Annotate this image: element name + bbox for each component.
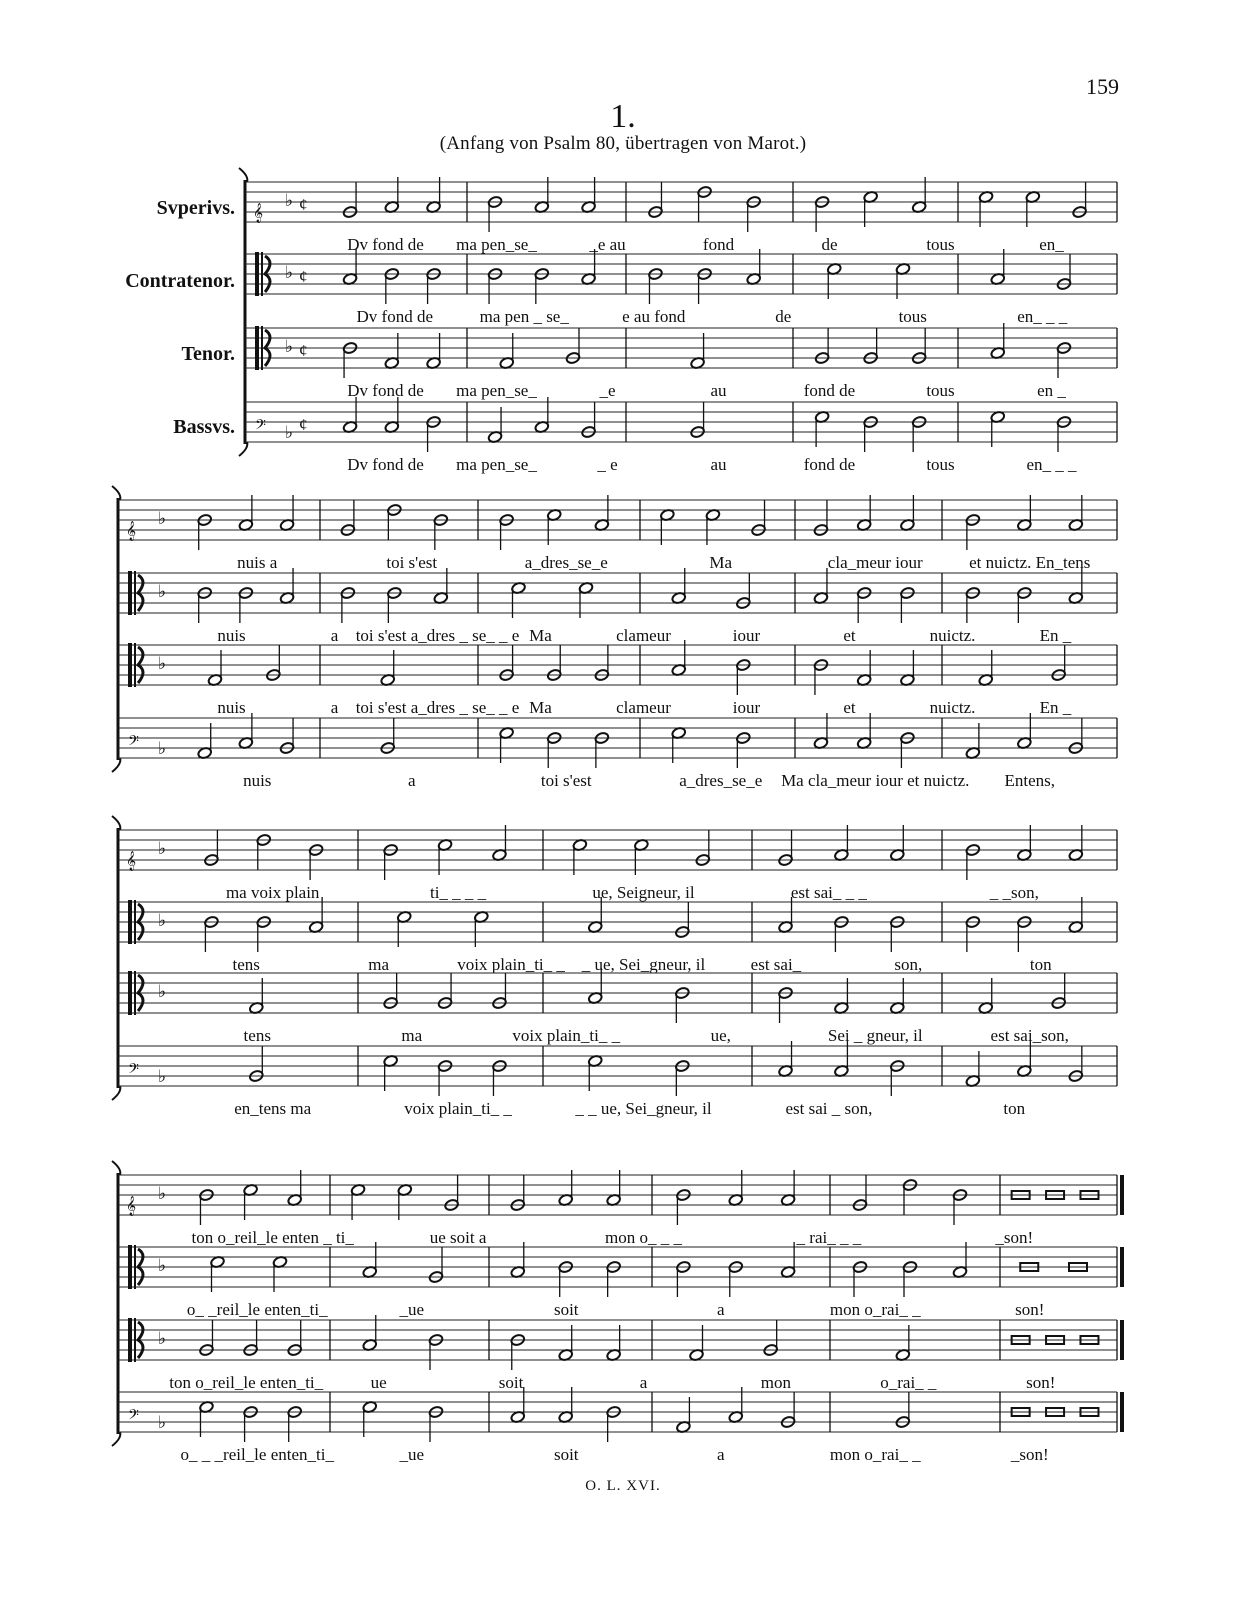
bracket-curl-bottom [112, 1086, 120, 1100]
lyric-syllable: a [716, 1300, 725, 1319]
voice-label-bassus: Bassvs. [173, 416, 235, 438]
lyric-syllable: _son! [995, 1228, 1034, 1247]
flat-sign-icon: ♭ [158, 911, 167, 930]
lyric-syllable: a [330, 626, 339, 645]
c-clef-icon [128, 1245, 132, 1289]
c-clef-icon [255, 252, 259, 296]
lyric-syllable: ma [368, 955, 390, 974]
lyric-syllable: ma pen_se_ [456, 235, 537, 254]
lyric-syllable: toi s'est [386, 553, 438, 572]
lyric-syllable: Ma [709, 553, 733, 572]
piece-subtitle: (Anfang von Psalm 80, übertragen von Marot.) [439, 133, 807, 154]
lyric-syllable: son, [894, 955, 923, 974]
lyric-syllable: Dv fond de [356, 307, 433, 326]
lyric-syllable: tous [898, 307, 927, 326]
flat-sign-icon: ♭ [285, 263, 294, 282]
flat-sign-icon: ♭ [285, 337, 294, 356]
voice-label-superius: Svperivs. [156, 197, 235, 219]
lyric-syllable: tous [926, 235, 955, 254]
lyric-syllable: toi s'est a_dres _ se_ _ e [355, 698, 520, 717]
lyric-syllable: est sai_ _ _ [790, 883, 867, 902]
lyric-syllable: ton o_reil_le enten_ti_ [169, 1373, 324, 1392]
flat-sign-icon: ♭ [285, 191, 294, 210]
flat-sign-icon: ♭ [158, 1256, 167, 1275]
lyric-syllable: a [407, 771, 416, 790]
lyric-syllable: nuis [217, 698, 246, 717]
lyric-syllable: En _ [1039, 626, 1072, 645]
flat-sign-icon: ♭ [158, 982, 167, 1001]
c-clef-icon [128, 1318, 132, 1362]
lyric-syllable: ue soit a [429, 1228, 487, 1247]
lyric-syllable: a_dres_se_e [679, 771, 763, 790]
c-clef-icon-bar [261, 252, 263, 296]
c-clef-icon [128, 571, 132, 615]
lyric-syllable: fond [702, 235, 735, 254]
lyric-syllable: en_ _ _ [1026, 455, 1077, 474]
lyric-syllable: iour [732, 626, 761, 645]
voice-label-tenor: Tenor. [181, 343, 235, 365]
lyric-syllable: tens [232, 955, 260, 974]
lyric-syllable: Ma [529, 698, 552, 717]
lyric-syllable: au [710, 381, 727, 400]
lyric-syllable: voix plain_ti_ _ [512, 1026, 621, 1045]
lyric-syllable: mon o_ _ _ [605, 1228, 682, 1247]
bracket-curl-bottom [239, 442, 247, 456]
flat-sign-icon: ♭ [158, 1184, 167, 1203]
lyric-syllable: ue, Seigneur, il [592, 883, 695, 902]
lyric-syllable: est sai _ son, [785, 1099, 873, 1118]
bracket-curl-top [112, 816, 120, 830]
lyric-syllable: est sai_ [750, 955, 802, 974]
flat-sign-icon: ♭ [158, 1067, 167, 1086]
flat-sign-icon: ♭ [158, 839, 167, 858]
lyric-syllable: voix plain_ti_ _ [404, 1099, 512, 1118]
c-clef-icon-bar [261, 326, 263, 370]
lyric-syllable: _ _son, [989, 883, 1039, 902]
lyric-syllable: _ue [399, 1445, 425, 1464]
lyric-syllable: et [843, 698, 856, 717]
cut-time-icon: ¢ [299, 195, 308, 214]
lyric-syllable: Ma [529, 626, 552, 645]
lyric-syllable: Dv fond de [347, 381, 424, 400]
lyric-syllable: _son! [1010, 1445, 1049, 1464]
lyric-syllable: Sei _ gneur, il [827, 1026, 923, 1045]
lyric-syllable: ma voix plain [225, 883, 320, 902]
treble-clef-icon: 𝄞 [126, 1196, 137, 1215]
lyric-syllable: _ rai_ _ _ [796, 1228, 862, 1247]
c-clef-icon-bar [134, 971, 136, 1015]
lyric-syllable: nuictz. [929, 626, 976, 645]
lyric-syllable: a_dres_se_e [524, 553, 608, 572]
lyric-syllable: clameur [616, 698, 671, 717]
lyric-syllable: o_rai_ _ [880, 1373, 937, 1392]
lyric-syllable: En _ [1039, 698, 1072, 717]
lyric-syllable: ton o_reil_le enten _ ti_ [191, 1228, 354, 1247]
lyric-syllable: et [843, 626, 856, 645]
lyric-syllable: mon o_rai_ _ [829, 1300, 921, 1319]
lyric-syllable: nuis a [237, 553, 278, 572]
lyric-syllable: _e au [589, 235, 626, 254]
lyric-syllable: o_ _reil_le enten_ti_ [186, 1300, 328, 1319]
lyric-syllable: o_ _ _reil_le enten_ti_ [180, 1445, 334, 1464]
lyric-syllable: en_ [1039, 235, 1064, 254]
lyric-syllable: toi s'est [540, 771, 592, 790]
lyric-syllable: est sai_son, [990, 1026, 1069, 1045]
bass-clef-icon: 𝄢 [128, 1407, 139, 1426]
lyric-syllable: fond de [803, 381, 856, 400]
flat-sign-icon: ♭ [158, 509, 167, 528]
lyric-syllable: nuictz. [929, 698, 976, 717]
flat-sign-icon: ♭ [158, 739, 167, 758]
lyric-syllable: ton [1029, 955, 1052, 974]
lyric-syllable: ma [401, 1026, 423, 1045]
lyric-syllable: tous [926, 381, 955, 400]
lyric-syllable: a [639, 1373, 648, 1392]
bracket-curl-top [112, 1161, 120, 1175]
lyric-syllable: tous [926, 455, 955, 474]
page-signature: O. L. XVI. [585, 1478, 661, 1494]
lyric-syllable: nuis [243, 771, 272, 790]
lyric-syllable: voix plain_ti_ _ [457, 955, 565, 974]
lyric-syllable: a [330, 698, 339, 717]
lyric-syllable: ue, [710, 1026, 731, 1045]
lyric-syllable: en _ [1037, 381, 1066, 400]
lyric-syllable: Dv fond de [347, 455, 424, 474]
lyric-syllable: e au fond [622, 307, 686, 326]
flat-sign-icon: ♭ [285, 423, 294, 442]
treble-clef-icon: 𝄞 [126, 521, 137, 540]
lyric-syllable: nuis [217, 626, 246, 645]
lyric-syllable: son! [1026, 1373, 1056, 1392]
lyric-syllable: ue [370, 1373, 387, 1392]
c-clef-icon [128, 643, 132, 687]
c-clef-icon [128, 900, 132, 944]
lyric-syllable: tens [243, 1026, 271, 1045]
lyric-syllable: Ma cla_meur iour et nuictz. [781, 771, 970, 790]
lyric-syllable: _ _ ue, Sei_gneur, il [575, 1099, 712, 1118]
lyric-syllable: ti_ _ _ _ [429, 883, 487, 902]
bass-clef-icon: 𝄢 [128, 1061, 139, 1080]
bracket-curl-bottom [112, 1432, 120, 1446]
lyric-syllable: de [821, 235, 838, 254]
lyric-syllable: a [716, 1445, 725, 1464]
treble-clef-icon: 𝄞 [253, 203, 264, 222]
lyric-syllable: soit [553, 1300, 579, 1319]
lyric-syllable: en_tens ma [234, 1099, 312, 1118]
c-clef-icon [128, 971, 132, 1015]
voice-label-contratenor: Contratenor. [125, 270, 235, 292]
flat-sign-icon: ♭ [158, 1413, 167, 1432]
cut-time-icon: ¢ [299, 415, 308, 434]
lyric-syllable: soit [498, 1373, 524, 1392]
c-clef-icon-bar [134, 1245, 136, 1289]
cut-time-icon: ¢ [299, 341, 308, 360]
flat-sign-icon: ♭ [158, 654, 167, 673]
treble-clef-icon: 𝄞 [126, 851, 137, 870]
lyric-syllable: _e [599, 381, 616, 400]
lyric-syllable: Dv fond de [347, 235, 424, 254]
page-number: 159 [1086, 74, 1119, 99]
lyric-syllable: mon [760, 1373, 792, 1392]
lyric-syllable: _ue [399, 1300, 425, 1319]
lyric-syllable: son! [1015, 1300, 1045, 1319]
bass-clef-icon: 𝄢 [255, 417, 266, 436]
lyric-syllable: mon o_rai_ _ [829, 1445, 921, 1464]
c-clef-icon-bar [134, 1318, 136, 1362]
lyric-syllable: au [710, 455, 727, 474]
lyric-syllable: _ ue, Sei_gneur, il [581, 955, 706, 974]
lyric-syllable: cla_meur iour [827, 553, 923, 572]
bracket-curl-top [239, 168, 247, 182]
flat-sign-icon: ♭ [158, 582, 167, 601]
cut-time-icon: ¢ [299, 267, 308, 286]
c-clef-icon-bar [134, 571, 136, 615]
lyric-syllable: ma pen_se_ [456, 455, 537, 474]
lyric-syllable: toi s'est a_dres _ se_ _ e [355, 626, 520, 645]
lyric-syllable: soit [553, 1445, 579, 1464]
c-clef-icon-bar [134, 900, 136, 944]
lyric-syllable: ma pen_se_ [456, 381, 537, 400]
lyric-syllable: clameur [616, 626, 671, 645]
lyric-syllable: iour [732, 698, 761, 717]
lyric-syllable: en_ _ _ [1017, 307, 1068, 326]
lyric-syllable: Entens, [1004, 771, 1056, 790]
bracket-curl-bottom [112, 758, 120, 772]
lyric-syllable: de [775, 307, 792, 326]
lyric-syllable: ton [1003, 1099, 1026, 1118]
lyric-syllable: ma pen _ se_ [479, 307, 569, 326]
lyric-syllable: fond de [803, 455, 856, 474]
lyric-syllable: _ e [597, 455, 618, 474]
c-clef-icon-bar [134, 643, 136, 687]
lyric-syllable: et nuictz. En_tens [969, 553, 1091, 572]
piece-number: 1. [610, 98, 636, 135]
flat-sign-icon: ♭ [158, 1329, 167, 1348]
bracket-curl-top [112, 486, 120, 500]
c-clef-icon [255, 326, 259, 370]
bass-clef-icon: 𝄢 [128, 733, 139, 752]
